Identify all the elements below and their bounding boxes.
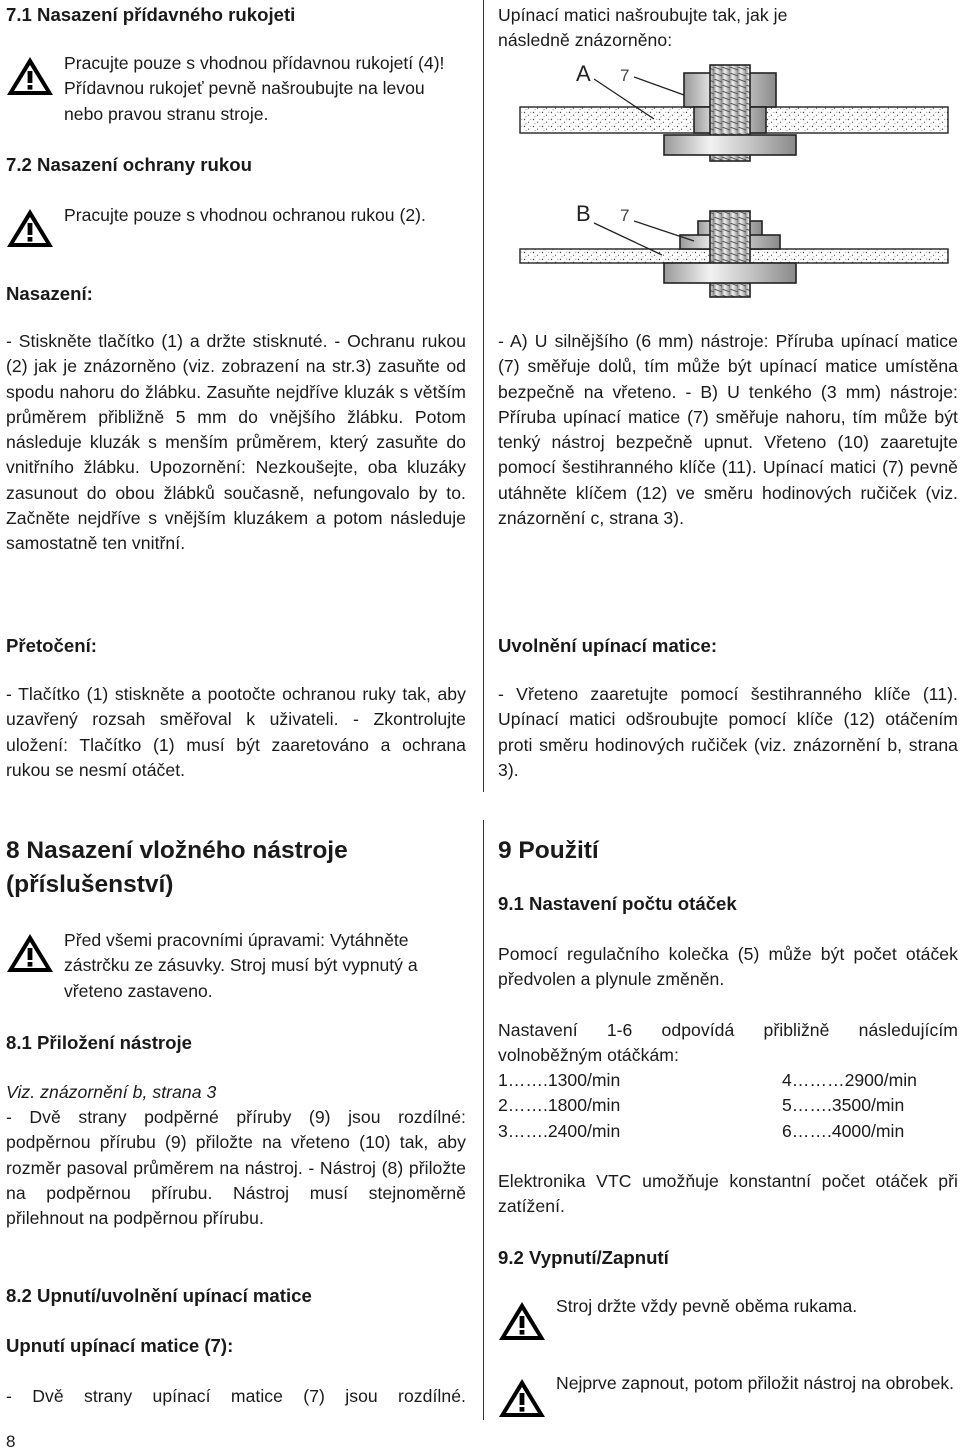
- section-7-1-title: 7.1 Nasazení přídavného rukojeti: [6, 4, 296, 25]
- warning-triangle-icon: [6, 207, 54, 249]
- section-9-1-text: Pomocí regulačního kolečka (5) může být počet otáček předvolen a plynule změněn.: [498, 944, 958, 990]
- vtc-text: Elektronika VTC umožňuje konstantní počet otáček při zatížení.: [498, 1171, 958, 1217]
- page-number: 8: [6, 1432, 16, 1451]
- rpm-intro-text: Nastavení 1-6 odpovídá přibližně následujícím volnoběžným otáčkám:: [498, 1020, 958, 1066]
- nasazeni-text: - Stiskněte tlačítko (1) a držte stisknuté. - Ochranu rukou (2) jak je znázorněno (viz. zobrazení na str.3) zasuňte od spodu nahoru do žlábku. Zasuňte nejdříve kluzák s větším průměrem přibližně 5 mm do vnějšího žlábku. Potom následuje kluzák s menším průměrem, který zasuňte do vnitřního žlábku. Upozornění: Nezkoušejte, oba kluzáky zasunout do obou žlábků současně, nefungovalo by to. Začněte nejdříve s vnějším kluzákem a potom následuje samostatně ten vnitřní.: [6, 331, 466, 554]
- section-9-2-title: 9.2 Vypnutí/Zapnutí: [498, 1247, 669, 1268]
- section-8-1-reference: Viz. znázornění b, strana 3: [6, 1082, 217, 1102]
- section-7-2-title: 7.2 Nasazení ochrany rukou: [6, 154, 252, 175]
- warning-9-2-switch-text: Nejprve zapnout, potom přiložit nástroj na obrobek.: [556, 1373, 955, 1393]
- rpm-item: 5…….3500/min: [782, 1095, 905, 1116]
- upnuti-text: - Dvě strany upínací matice (7) jsou rozdílné.: [6, 1386, 466, 1406]
- rpm-item: 6…….4000/min: [782, 1120, 905, 1141]
- warning-triangle-icon: [498, 1300, 546, 1342]
- figure-label-7a: 7: [620, 66, 630, 85]
- column-divider-top: [483, 0, 484, 792]
- rpm-item: 2…….1800/min: [498, 1095, 621, 1116]
- warning-triangle-icon: [6, 55, 54, 97]
- upnuti-heading: Upnutí upínací matice (7):: [6, 1335, 234, 1356]
- warning-9-2-hold-text: Stroj držte vždy pevně oběma rukama.: [556, 1296, 858, 1316]
- figure-label-a: A: [576, 61, 591, 86]
- warning-triangle-icon: [6, 932, 54, 974]
- figure-label-7b: 7: [620, 206, 630, 225]
- flange-direction-text: - A) U silnějšího (6 mm) nástroje: Příruba upínací matice (7) směřuje dolů, tím může být upínací matice umístěna bezpečně na vřeteno. - B) U tenkého (3 mm) nástroje: Příruba upínací matice (7) směřuje nahoru, tím může být tenký nástroj bezpečně upnut. Vřeteno (10) zaaretujte pomocí šestihranného klíče (11). Upínací matici (7) pevně utáhněte klíčem (12) ve směru hodinových ručiček (viz. znázornění c, strana 3).: [498, 331, 958, 529]
- section-9-1-title: 9.1 Nastavení počtu otáček: [498, 893, 737, 914]
- nasazeni-heading: Nasazení:: [6, 283, 93, 304]
- figure-label-b: B: [576, 201, 591, 226]
- uvolneni-heading: Uvolnění upínací matice:: [498, 635, 718, 656]
- warning-8-text: Před všemi pracovními úpravami: Vytáhněte zástrčku ze zásuvky. Stroj musí být vypnutý a vřeteno zastaveno.: [64, 930, 418, 1001]
- section-8-title: 8 Nasazení vložného nástroje (příslušenství): [6, 837, 348, 898]
- section-9-title: 9 Použití: [498, 837, 599, 864]
- warning-triangle-icon: [498, 1377, 546, 1419]
- flange-intro-text: Upínací matici našroubujte tak, jak je následně znázorněno:: [498, 5, 788, 51]
- rpm-list-right: [782, 1068, 917, 1144]
- uvolneni-text: - Vřeteno zaaretujte pomocí šestihranného klíče (11). Upínací matici odšroubujte pomocí klíče (12) otáčením proti směru hodinových ručiček (viz. znázornění b, strana 3).: [498, 684, 958, 780]
- flange-nut-figure: [514, 55, 954, 305]
- column-divider-bottom: [483, 820, 484, 1420]
- rpm-list-left: [498, 1068, 620, 1144]
- pretoceni-text: - Tlačítko (1) stiskněte a pootočte ochranou ruky tak, aby uzavřený rozsah směřoval k uživateli. - Zkontrolujte uložení: Tlačítko (1) musí být zaaretováno a ochrana rukou se nesmí otáčet.: [6, 684, 466, 780]
- rpm-item: 3…….2400/min: [498, 1120, 621, 1141]
- warning-7-1-text: Pracujte pouze s vhodnou přídavnou rukojetí (4)! Přídavnou rukojeť pevně našroubujte na levou nebo pravou stranu stroje.: [64, 53, 445, 124]
- section-8-2-title: 8.2 Upnutí/uvolnění upínací matice: [6, 1285, 312, 1306]
- section-8-1-text: - Dvě strany podpěrné příruby (9) jsou rozdílné: podpěrnou přírubu (9) přiložte na vřeteno (10) tak, aby rozměr pasoval průměrem na nástroj. - Nástroj (8) přiložte na podpěrnou přírubu. Nástroj musí stejnoměrně přilehnout na podpěrnou přírubu.: [6, 1107, 466, 1229]
- warning-7-2-text: Pracujte pouze s vhodnou ochranou rukou (2).: [64, 205, 426, 225]
- rpm-item: 1…….1300/min: [498, 1070, 621, 1090]
- pretoceni-heading: Přetočení:: [6, 635, 97, 656]
- rpm-item: 4………2900/min: [782, 1070, 917, 1090]
- section-8-1-title: 8.1 Přiložení nástroje: [6, 1032, 193, 1053]
